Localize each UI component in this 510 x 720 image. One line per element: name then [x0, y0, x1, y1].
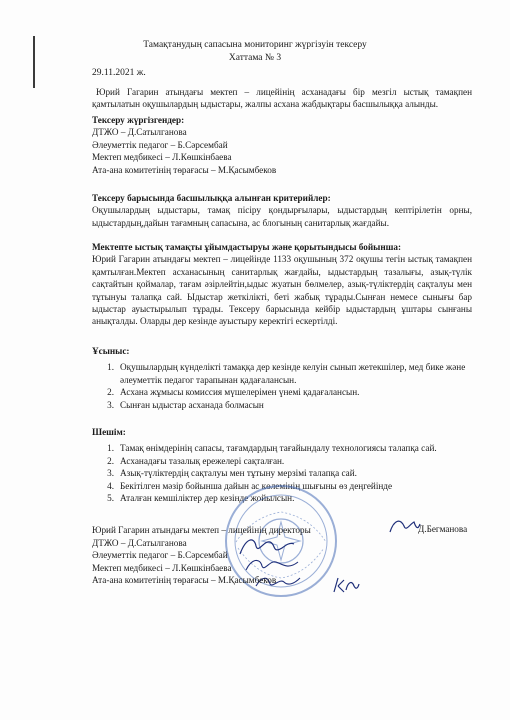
commission-member: Ата-ана комитетінің төрағасы – М.Қасымбеков: [92, 164, 277, 175]
list-item: 5. Аталған кемшіліктер дер кезінде жойылсын.: [107, 493, 295, 504]
findings-text: Юрий Гагарин атындағы мектеп – лицейінде 1133 оқушының 372 оқушы тегін ыстық тамақпен қамтылған.Мектеп асханасының санитарлық жағдайы, ыдыстардың тазалығы, азық-түлік сақтайтын қоймалар, тағам әзірлейтін,ыдыс жуатын бөлмелер, азық-түліктердің сақталуы мен тұтынуы талапқа сай. Ыдыстар жеткілікті, беті жабық тұрады.Сынған немесе сынығы бар ыдыстар ауыстырылып тұрады. Тексеру барысында кейбір ыдыстардың ұштары сынғаны анықталды. Оларды дер кезінде ауыстыру керектігі ескертілді.: [92, 254, 472, 327]
list-item: 4. Бекітілген мәзір бойынша дайын ас көлемінің шығыны өз деңгейінде: [107, 480, 393, 491]
commission-member: ДТЖО – Д.Сатылганова: [92, 127, 187, 138]
commission-member: Әлеуметтік педагог – Б.Сәрсембай: [92, 139, 228, 150]
findings-title: Мектепте ыстық тамақты ұйымдастыруы және қорытындысы бойынша:: [92, 242, 402, 252]
commission-member: Мектеп медбикесі – Л.Көшкінбаева: [92, 152, 232, 163]
intro-paragraph: Юрий Гагарин атындағы мектеп – лицейінің асханадағы бір мезгіл ыстық тамақпен қамтылатын оқушылардың ыдыстары, жалпы асхана жабдықтары басшылыққа алынды.: [92, 87, 472, 110]
criteria-title: Тексеру барысында басшылыққа алынған критерийлер:: [92, 193, 331, 203]
list-item: 2. Асханадағы тазалық ережелері сақталған.: [107, 455, 285, 466]
signature-member: ДТЖО – Д.Сатылганова: [92, 537, 187, 548]
director-role: Юрий Гагарин атындағы мектеп – лицейінің директоры: [92, 525, 311, 535]
findings-section: [92, 241, 472, 328]
decision-title: Шешім:: [92, 427, 126, 437]
list-item: 2. Асхана жұмысы комиссия мүшелерімен үнемі қадағалансын.: [107, 387, 360, 398]
protocol-number: Хаттама № 3: [228, 53, 282, 63]
list-item: 1. Оқушылардың күнделікті тамаққа дер кезінде келуін сынып жетекшілер, мед бике және әлеуметтік педагог тарапынан қадағалансын.: [107, 362, 466, 385]
signature-member: Ата-ана комитетінің төрағасы – М.Қасымбеков: [92, 575, 277, 585]
recommendations-section: [92, 345, 472, 411]
director-name: Д.Бегманова: [418, 524, 468, 534]
list-item: 1. Тамақ өнімдерінің сапасы, тағамдардың тағайындалу технологиясы талапқа сай.: [107, 443, 437, 454]
criteria-text: Оқушылардың ыдыстары, тамақ пісіру қондырғылары, ыдыстардың кептірілетін орны, ыдыстардың,дайын тағамның сапасына, ас блогының санитарлық жағдайы.: [92, 205, 472, 228]
commission-section: [92, 114, 472, 176]
document-title: Тамақтанудың сапасына мониторинг жүргізуін тексеру: [143, 40, 367, 50]
commission-title: Тексеру жүргізгендер:: [92, 115, 185, 125]
list-item: 3. Азық-түліктердің сақталуы мен тұтыну мерзімі талапқа сай.: [107, 468, 357, 479]
criteria-section: [92, 192, 472, 229]
signature-member: Әлеуметтік педагог – Б.Сәрсембай: [92, 550, 228, 560]
signatures-block: [92, 524, 392, 587]
signature-member: Мектеп медбикесі – Л.Көшкінбаева: [92, 562, 232, 573]
list-item: 3. Сынған ыдыстар асханада болмасын: [107, 399, 264, 410]
recommendations-title: Ұсыныс:: [92, 346, 130, 356]
document-date: 29.11.2021 ж.: [92, 68, 146, 78]
